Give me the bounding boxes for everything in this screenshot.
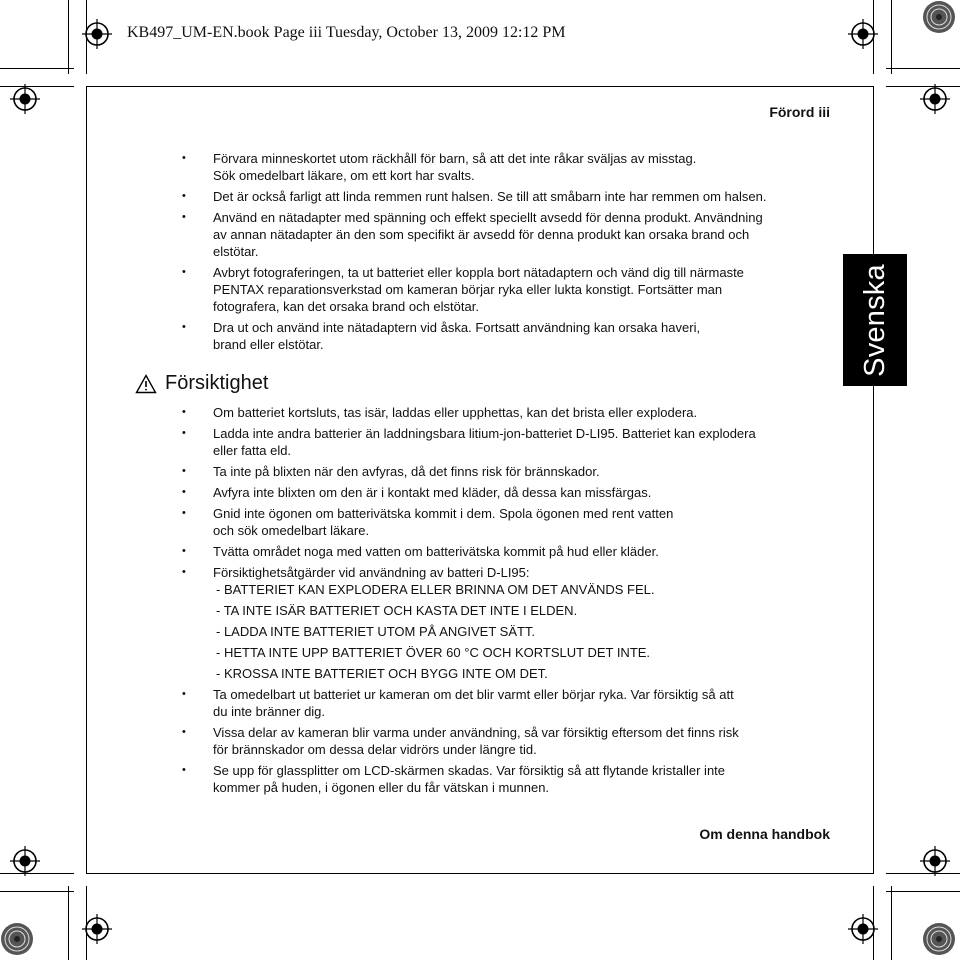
list-item-text: elstötar. bbox=[213, 244, 259, 259]
list-item-text: brand eller elstötar. bbox=[213, 337, 324, 352]
list-item bbox=[178, 463, 833, 480]
crop-mark bbox=[886, 68, 960, 69]
caution-heading bbox=[135, 372, 268, 395]
list-item bbox=[178, 188, 833, 205]
list-item-text: • Gnid inte ögonen om batterivätska kommit i dem. Spola ögonen med rent vatten bbox=[213, 506, 674, 521]
list-item bbox=[178, 404, 833, 421]
registration-mark-icon bbox=[920, 84, 950, 114]
list-item-text: av annan nätadapter än den som specifikt är avsedd för denna produkt kan orsaka brand och bbox=[213, 227, 750, 242]
list-item bbox=[178, 564, 833, 682]
list-item-text: Sök omedelbart läkare, om ett kort har svalts. bbox=[213, 168, 475, 183]
list-item bbox=[178, 505, 833, 539]
list-item-text: • Om batteriet kortsluts, tas isär, laddas eller upphettas, kan det brista eller explodera. bbox=[213, 405, 698, 420]
list-item-text: fotografera, kan det orsaka brand och elstötar. bbox=[213, 299, 479, 314]
registration-mark-icon bbox=[920, 846, 950, 876]
star-target-icon bbox=[922, 922, 956, 956]
list-item bbox=[178, 264, 833, 315]
registration-mark-icon bbox=[10, 846, 40, 876]
page-header-label: Förord iii bbox=[769, 104, 830, 120]
crop-mark bbox=[891, 0, 892, 74]
list-item bbox=[178, 425, 833, 459]
registration-mark-icon bbox=[82, 19, 112, 49]
list-item bbox=[178, 209, 833, 260]
sub-list bbox=[213, 581, 833, 682]
caution-list bbox=[178, 404, 833, 800]
list-item bbox=[178, 543, 833, 560]
list-item bbox=[178, 319, 833, 353]
print-slug: KB497_UM-EN.book Page iii Tuesday, October 13, 2009 12:12 PM bbox=[127, 24, 566, 41]
sub-list-item: - KROSSA INTE BATTERIET OCH BYGG INTE OM DET. bbox=[216, 666, 548, 681]
list-item-text: • Avfyra inte blixten om den är i kontakt med kläder, då dessa kan missfärgas. bbox=[213, 485, 652, 500]
language-tab bbox=[843, 254, 907, 386]
sub-list-item: - HETTA INTE UPP BATTERIET ÖVER 60 °C OCH KORTSLUT DET INTE. bbox=[216, 645, 651, 660]
crop-mark bbox=[68, 0, 69, 74]
list-item-text: • Använd en nätadapter med spänning och effekt speciellt avsedd för denna produkt. Användning bbox=[213, 210, 763, 225]
crop-mark bbox=[68, 886, 69, 960]
registration-mark-icon bbox=[848, 19, 878, 49]
sub-list-item: - LADDA INTE BATTERIET UTOM PÅ ANGIVET SÄTT. bbox=[216, 624, 536, 639]
registration-mark-icon bbox=[82, 914, 112, 944]
language-tab-label: Svenska bbox=[858, 263, 891, 377]
list-item bbox=[178, 724, 833, 758]
list-item bbox=[178, 762, 833, 796]
crop-mark bbox=[0, 891, 74, 892]
registration-mark-icon bbox=[848, 914, 878, 944]
list-item bbox=[178, 686, 833, 720]
list-item-text: • Ladda inte andra batterier än laddningsbara litium-jon-batteriet D-LI95. Batteriet kan explodera bbox=[213, 426, 756, 441]
list-item bbox=[178, 484, 833, 501]
sub-list-item: - TA INTE ISÄR BATTERIET OCH KASTA DET INTE I ELDEN. bbox=[216, 603, 578, 618]
list-item-text: • Avbryt fotograferingen, ta ut batteriet eller koppla bort nätadaptern och vänd dig till närmaste bbox=[213, 265, 744, 280]
list-item-text: • Tvätta området noga med vatten om batterivätska kommit på hud eller kläder. bbox=[213, 544, 659, 559]
list-item-text: • Ta inte på blixten när den avfyras, då det finns risk för brännskador. bbox=[213, 464, 600, 479]
crop-mark bbox=[0, 68, 74, 69]
warning-triangle-icon bbox=[135, 374, 157, 394]
star-target-icon bbox=[922, 0, 956, 34]
crop-mark bbox=[886, 891, 960, 892]
list-item bbox=[178, 150, 833, 184]
list-item-text: kommer på huden, i ögonen eller du får vätskan i munnen. bbox=[213, 780, 550, 795]
list-item-text: och sök omedelbart läkare. bbox=[213, 523, 370, 538]
list-item-text: eller fatta eld. bbox=[213, 443, 292, 458]
warning-list bbox=[178, 150, 833, 357]
list-item-text: PENTAX reparationsverkstad om kameran börjar ryka eller lukta konstigt. Fortsätter man bbox=[213, 282, 723, 297]
list-item-text: du inte bränner dig. bbox=[213, 704, 326, 719]
crop-mark bbox=[891, 886, 892, 960]
next-section-label: Om denna handbok bbox=[699, 826, 830, 842]
list-item-text: • Förvara minneskortet utom räckhåll för barn, så att det inte råkar sväljas av misstag. bbox=[213, 151, 697, 166]
registration-mark-icon bbox=[10, 84, 40, 114]
list-item-text: • Försiktighetsåtgärder vid användning av batteri D-LI95: bbox=[213, 565, 530, 580]
star-target-icon bbox=[0, 922, 34, 956]
sub-list-item: - BATTERIET KAN EXPLODERA ELLER BRINNA OM DET ANVÄNDS FEL. bbox=[216, 582, 655, 597]
list-item-text: • Det är också farligt att linda remmen runt halsen. Se till att småbarn inte har remmen om halsen. bbox=[213, 189, 767, 204]
list-item-text: • Ta omedelbart ut batteriet ur kameran om det blir varmt eller börjar ryka. Var försiktig så att bbox=[213, 687, 734, 702]
list-item-text: • Se upp för glassplitter om LCD-skärmen skadas. Var försiktig så att flytande kristaller inte bbox=[213, 763, 726, 778]
list-item-text: • Vissa delar av kameran blir varma under användning, så var försiktig eftersom det finns risk bbox=[213, 725, 739, 740]
list-item-text: • Dra ut och använd inte nätadaptern vid åska. Fortsatt användning kan orsaka haveri, bbox=[213, 320, 701, 335]
list-item-text: för brännskador om dessa delar vidrörs under längre tid. bbox=[213, 742, 537, 757]
caution-heading-text: Försiktighet bbox=[165, 372, 269, 394]
